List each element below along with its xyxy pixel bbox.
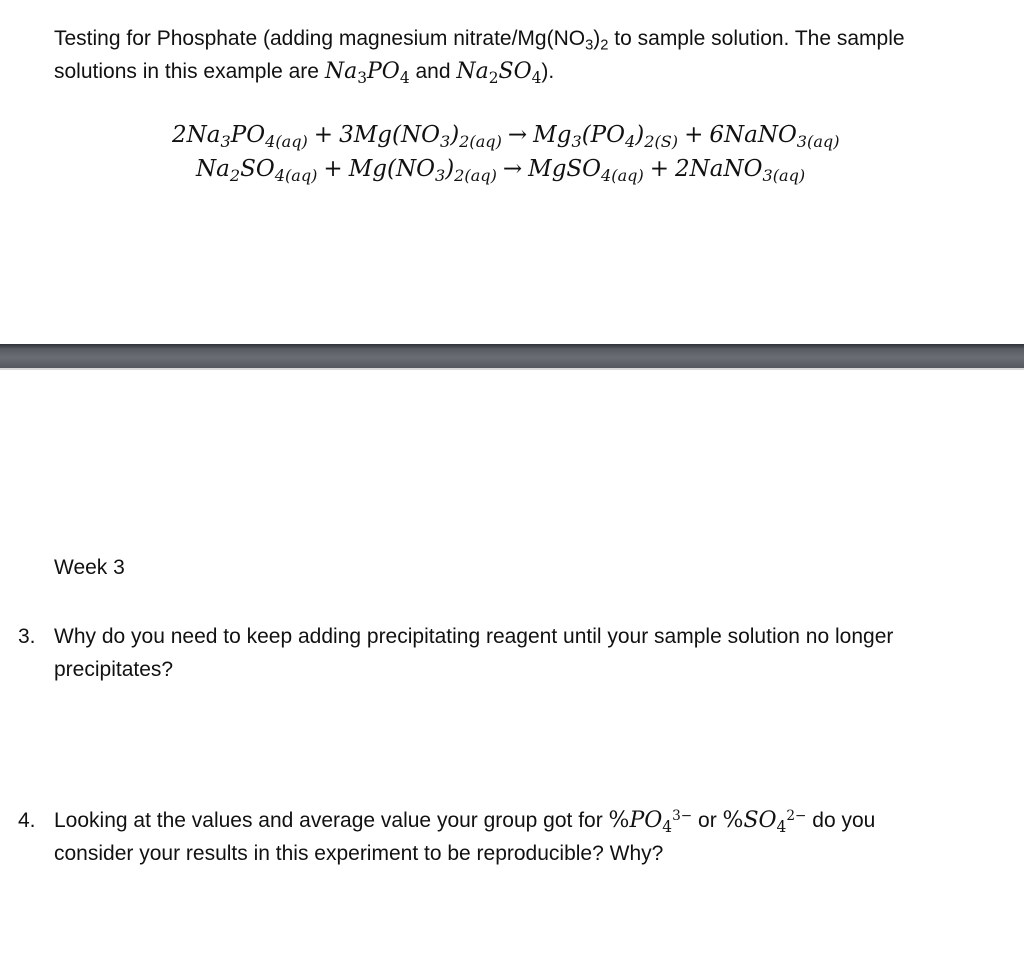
so4-sub: 4 xyxy=(776,817,787,836)
q4-text-before: Looking at the values and average value your group got for xyxy=(54,809,609,832)
na2so4-formula xyxy=(456,59,542,87)
reaction-arrow: → xyxy=(502,156,523,182)
intro-sub-2: 2 xyxy=(600,37,609,54)
na3po4-b-sub: 4 xyxy=(399,68,410,87)
equation-subscript: 2(aq) xyxy=(454,166,497,186)
equation-term: (PO xyxy=(581,122,625,148)
na2so4-a: Na xyxy=(456,59,489,84)
equation-subscript: 2 xyxy=(229,166,241,186)
equation-subscript: 3 xyxy=(434,166,446,186)
reaction-arrow: → xyxy=(507,122,528,148)
equation-term: Mg(NO xyxy=(348,156,435,182)
equation-term: PO xyxy=(230,122,266,148)
po4-sub: 4 xyxy=(662,817,673,836)
na3po4-b: PO xyxy=(366,59,400,84)
plus-operator: + xyxy=(323,156,343,182)
question-4-number: 4. xyxy=(18,809,36,832)
na3po4-a-sub: 3 xyxy=(357,68,367,87)
intro-sub-1: 3 xyxy=(585,37,594,54)
plus-operator: + xyxy=(684,122,704,148)
equation-term: ) xyxy=(445,156,455,182)
intro-text-2: to sample solution. The sample solutions in this example are xyxy=(54,27,905,83)
na3po4-formula xyxy=(324,59,410,87)
equation-subscript: 4(aq) xyxy=(601,166,644,186)
equation-term: Mg xyxy=(533,122,572,148)
equation-term: MgSO xyxy=(528,156,602,182)
po4-percent-formula xyxy=(608,808,693,836)
equation-phosphate xyxy=(172,122,840,152)
q4-text-after: do you consider your results in this experiment to be reproducible? Why? xyxy=(54,809,876,865)
plus-operator: + xyxy=(649,156,670,182)
so4-pct: % xyxy=(722,808,744,833)
equation-term: ) xyxy=(635,122,645,148)
na3po4-a: Na xyxy=(324,59,358,84)
na2so4-b-sub: 4 xyxy=(531,68,542,87)
equation-subscript: 4(aq) xyxy=(265,132,308,152)
intro-and: and xyxy=(409,60,457,83)
plus-operator: + xyxy=(313,122,334,148)
q4-or: or xyxy=(692,809,723,832)
intro-closing: ). xyxy=(541,60,555,83)
intro-paren: ) xyxy=(593,27,601,50)
equation-sulfate xyxy=(196,156,806,186)
na2so4-a-sub: 2 xyxy=(488,68,499,87)
po4-sup: 3− xyxy=(672,808,693,825)
section-divider-bar xyxy=(0,344,1024,368)
po4-a: PO xyxy=(629,808,663,833)
equation-subscript: 3 xyxy=(571,132,582,152)
so4-a: SO xyxy=(743,808,777,833)
equation-term: 3Mg(NO xyxy=(339,122,440,148)
question-3-text: Why do you need to keep adding precipitating reagent until your sample solution no longer precipitates? xyxy=(54,625,894,681)
intro-paragraph xyxy=(54,22,954,88)
equation-subscript: 3(aq) xyxy=(796,132,840,152)
intro-text-1: Testing for Phosphate (adding magnesium nitrate/Mg(NO xyxy=(54,27,586,50)
equation-subscript: 3 xyxy=(220,132,231,152)
question-3-number: 3. xyxy=(18,625,36,648)
po4-pct: % xyxy=(608,808,630,833)
equation-subscript: 3 xyxy=(439,132,451,152)
section-divider-shadow xyxy=(0,368,1024,370)
equation-term: 6NaNO xyxy=(709,122,797,148)
equation-subscript: 4 xyxy=(625,132,636,152)
equation-subscript: 4(aq) xyxy=(274,166,318,186)
equation-term: 2Na xyxy=(172,122,221,148)
question-4 xyxy=(18,804,958,870)
equation-term: ) xyxy=(450,122,460,148)
na2so4-b: SO xyxy=(498,59,532,84)
equation-term: Na xyxy=(196,156,230,182)
question-3 xyxy=(18,620,958,686)
equation-subscript: 2(aq) xyxy=(459,132,502,152)
so4-percent-formula xyxy=(722,808,807,836)
equation-subscript: 3(aq) xyxy=(762,166,806,186)
equation-term: SO xyxy=(240,156,275,182)
equation-term: 2NaNO xyxy=(675,156,763,182)
week-heading: Week 3 xyxy=(54,556,125,579)
equation-subscript: 2(S) xyxy=(644,132,679,152)
so4-sup: 2− xyxy=(786,808,807,825)
question-4-text xyxy=(54,804,944,870)
